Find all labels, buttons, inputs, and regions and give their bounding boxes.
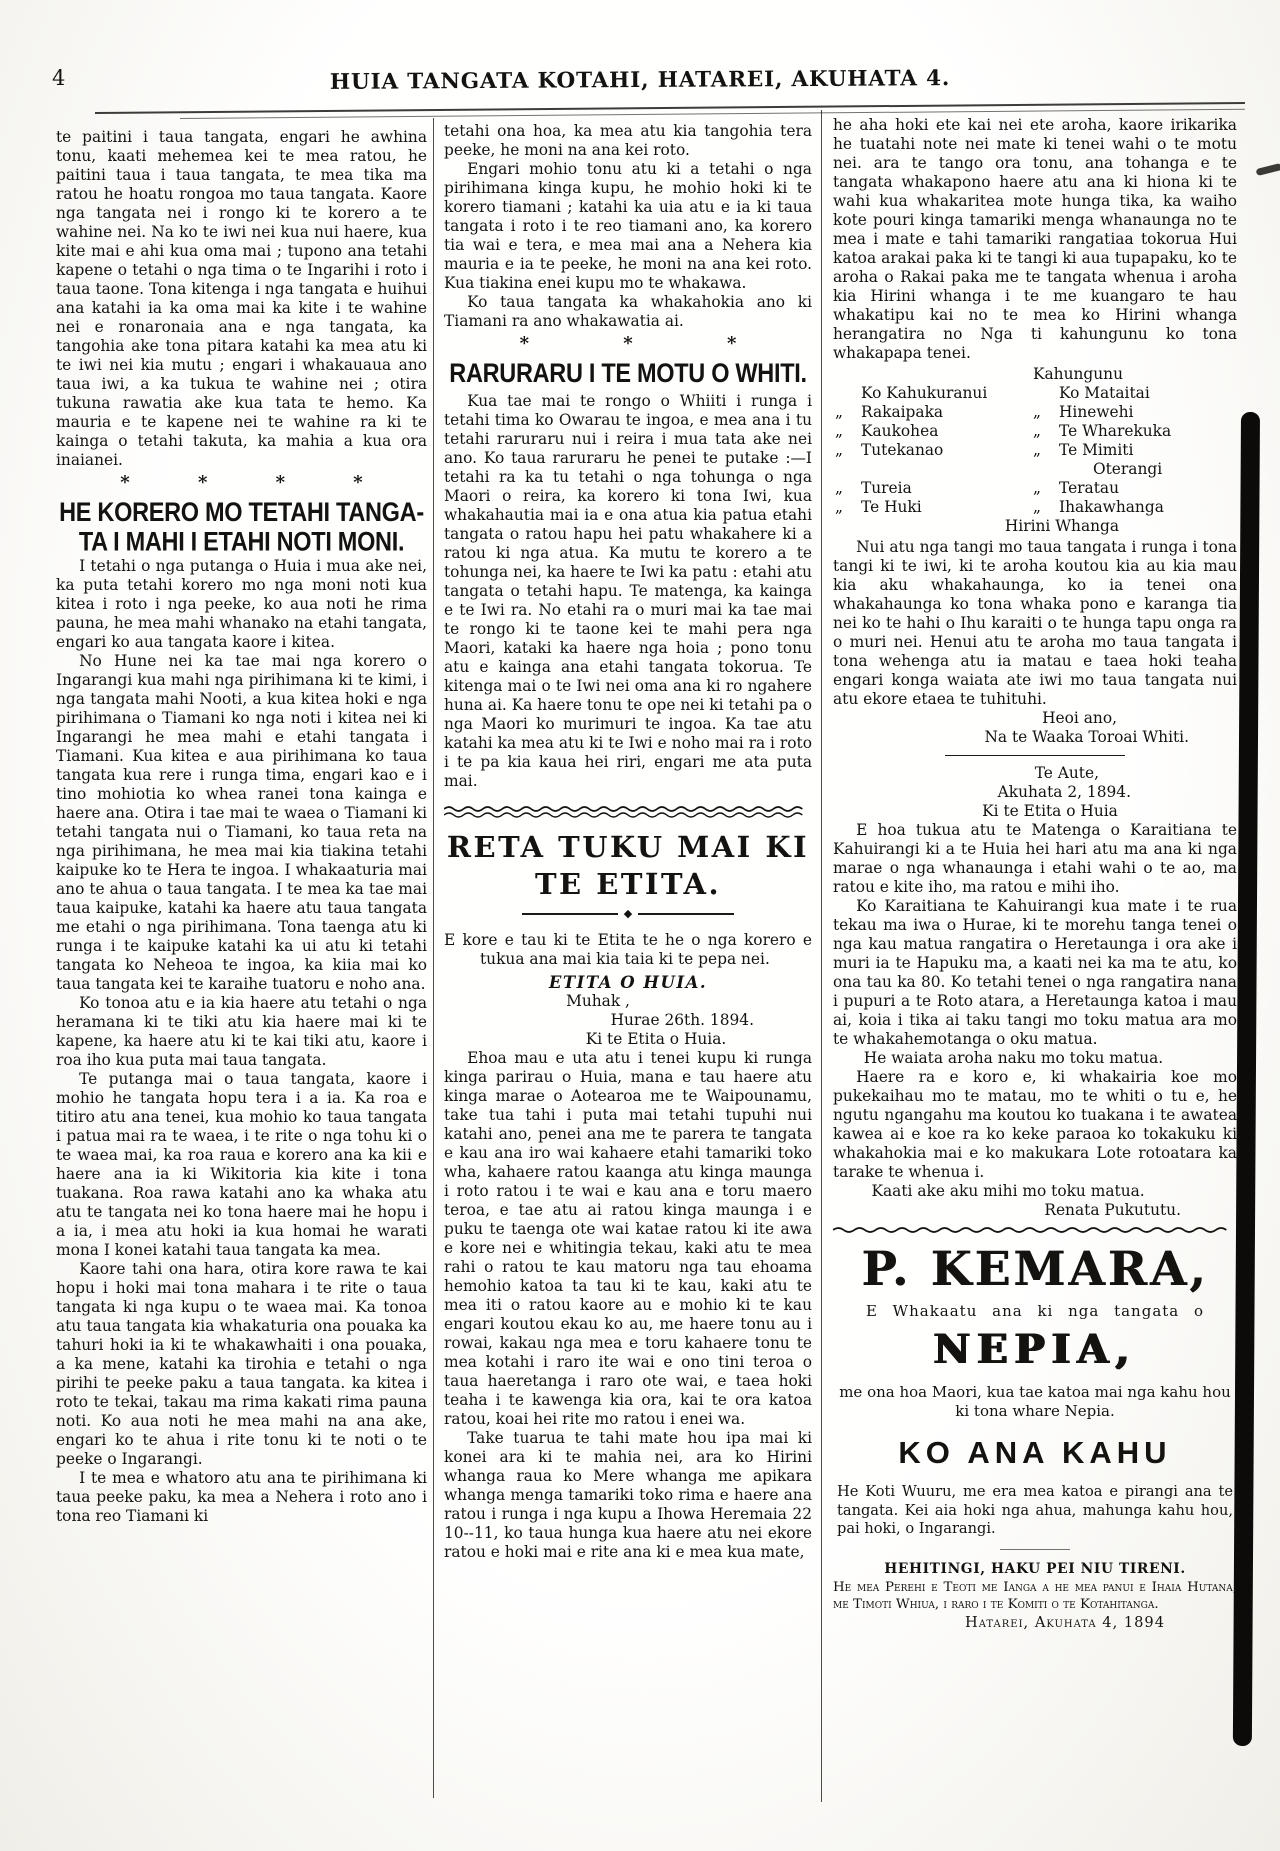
wavy-rule-double bbox=[444, 805, 812, 819]
section-star-divider: * * * bbox=[519, 333, 737, 354]
article-paragraph: I te mea e whatoro atu ana te pirihimana ki taua peeke paku, ka mea a Nehera i roto ano i tona reo Tiamani ki bbox=[56, 1469, 427, 1525]
whakapapa-ancestor: Kahungunu bbox=[1033, 365, 1123, 383]
article-paragraph: Te putanga mai o taua tangata, kaore i mohio he tangata hopu tera i a ia. Ka roa e titiro atu ana tenei, kua mohio ko taua tangata i patua mai ra te waea, i te rite o nga tohu ki o te waea mai, ka roa raua e korero ana ka kii e haere ana ia ki Wikitoria kia kite i tona tuakana. Roa rawa katahi ano ka whaka atu atu te tangata nei ko tona haere mai he hopu i a ia, i mea atu hoki ia kua homai he warati mona I konei katahi taua tangata ka mea. bbox=[56, 1070, 427, 1259]
letter-closing: Heoi ano, bbox=[1042, 709, 1117, 727]
whakapapa-row: „ Tureia „ Teratau bbox=[835, 479, 1119, 497]
letter-date: Hurae 26th. 1894. bbox=[610, 1011, 754, 1029]
letter-closing: Kaati ake aku mihi mo toku matua. bbox=[871, 1182, 1145, 1200]
page-number: 4 bbox=[52, 66, 66, 90]
advertiser-name: P. KEMARA, bbox=[861, 1242, 1209, 1297]
letter-salutation: Ki te Etita o Huia bbox=[982, 802, 1118, 820]
letter-paragraph: Take tuarua te tahi mate hou ipa mai ki konei ara ki te mahia nei, ara ko Hirini whanga raua ko Mere whanga me apikara whanga menga tamariki toko rima e haere ana ratou i runga i nga kupu a Ihowa Heremaia 22 10--11, ko taua hunga kua haere atu nei ekore ratou e hoki mai e rite ana ki e mea kua mate, bbox=[444, 1429, 812, 1561]
article-paragraph: tetahi ona hoa, ka mea atu kia tangohia tera peeke, he moni na ana kei roto. bbox=[444, 122, 812, 159]
column-3 bbox=[833, 116, 1237, 1632]
scan-artifact-pen-mark bbox=[1256, 163, 1280, 176]
article-paragraph: Nui atu nga tangi mo taua tangata i runga i tona tangi ki te iwi, ki te aroha koutou kia au kia mau kia aku whakahaunga, ko ia tenei ona whakahaunga ko tona whaka pono e karanga tia nei ko te hahi o Ihu karaiti o te hunga tapu onga ra o muri nei. Henui atu te aroha mo taua tangata i tona wehenga atu ia matau e taea hoki teaha engari konga waiata ate iwi mo taua tangata nui atu ekore etaea te tuhituhi. bbox=[833, 538, 1237, 708]
letter-signature: Renata Pukututu. bbox=[1044, 1201, 1181, 1219]
letter-place: Muhak , bbox=[566, 992, 630, 1010]
letter-paragraph: Ehoa mau e uta atu i tenei kupu ki runga kinga parirau o Huia, mana e tau haere atu kinga marae o Aotearoa me te Waipounamu, take tua tahi i puta mai tetahi tupuhi nui katahi ano, penei ana me te parera te tangata e kau ana iro wai kahaere etahi tamariki toko wha, kahaere ratou kaanga atu kinga maunga i roto ratou i te wai e kau ana e toru maero teroa, e tae atu ai ratou kinga maunga i e puku te taenga ote wai katae ratou ki ite awa e kore nei e whitingia tekau, kaki atu te mea rahi o ratou te kau matoru nga tau ehoama hemohio katoa ta tau ki te kau, kaki atu te mea iti o ratou kaore au e mohio ki te kau engari koutou ekau ko au, me haere tonu au i rowai, kakau nga mea e toru kahaere tonu te mea kotahi i raro ite wai e ono tini teroa o taua haeretanga i raro ote wai, e taea hoki teaha i te kawenga kia ora, kai te ora katoa ratou, koai hei rite mo ratou i enei wa. bbox=[444, 1049, 812, 1428]
article-paragraph: Kaore tahi ona hara, otira kore rawa te kai hopu i hoki mai tona mahara i te rite o taua tangata ki nga kupu o te waea mai. Ka tonoa atu taua tangata kia whakaturia ona pouaka ka tahuri hoki ia ki te whakawhaiti i ona pouaka, a ka mene, katahi ka tirohia e tetahi o nga pirihi te peeke paku a taua tangata. ka kitea i roto te tekai, takau ma rima kakati rima pauna noti. Ko aua noti he mea mahi na ana ake, engari ko te ahua i rite tonu ki te noti o te peeke o Ingarangi. bbox=[56, 1260, 427, 1468]
whakapapa-row: „ Kaukohea „ Te Wharekuka bbox=[835, 422, 1172, 440]
article-paragraph: I tetahi o nga putanga o Huia i mua ake nei, ka puta tetahi korero mo nga moni noti kua kitea i roto i nga peeke, ko aua noti he rima pauna, he mea mahi whanako na etahi tangata, engari ko aua tangata kaore i kitea. bbox=[56, 557, 427, 651]
whakapapa-row: „ Te Huki „ Ihakawhanga bbox=[835, 498, 1164, 516]
letter-salutation: Ki te Etita o Huia. bbox=[585, 1030, 727, 1048]
letter-signature: Na te Waaka Toroai Whiti. bbox=[984, 728, 1189, 746]
diamond-ornament: ◆ bbox=[623, 907, 633, 920]
whakapapa-descendant: Hirini Whanga bbox=[1004, 517, 1120, 535]
editor-signature: ETITA O HUIA. bbox=[548, 973, 708, 992]
article-paragraph: Ko tonoa atu e ia kia haere atu tetahi o nga heramana ki te tiki atu kia haere mai ki te kapene, ka haere atu ki te kai tiki atu, kaore i roa iho kua puta mai taua tangata. bbox=[56, 994, 427, 1069]
imprint bbox=[833, 1560, 1237, 1632]
whakapapa-row: „ Tutekanao „ Te Mimiti bbox=[835, 441, 1134, 459]
whakapapa-row: Oterangi bbox=[1093, 460, 1163, 478]
letter-place: Te Aute, bbox=[1034, 764, 1099, 782]
article-paragraph: te paitini i taua tangata, engari he awhina tonu, kaati mehemea kei te mea ratou, he paitini taua i taua tangata, te mea tika ma ratou he hoatu rongoa mo taua tangata. Kaore nga tangata nei i rongo ki te korero a te wahine nei. Na ko te iwi nei kua nui haere, kua kite mai e ahi kua oma mai ; tupono ana tetahi kapene o tetahi o nga tima o te Ingarihi i roto i taua taone. Tona kitenga i nga tangata e huihui ana katahi ia ka oma mai ka kite i te wahine nei e ronaronaia ana e nga tangata, ka tangohia ake tona pitara katahi ka mea atu ki te iwi nei kia mutu ; engari i whakauaua ano taua iwi, a ka tukua te wahine nei ; otira tukuna rawatia ake kua tata te hemo. Ka mauria e te kapene nei te wahine ra ki te kainga o tetahi takuta, ka mahia a kua ora inaianei. bbox=[56, 128, 427, 469]
ad-intro-line: E Whakaatu ana ki nga tangata o bbox=[865, 1302, 1205, 1320]
column-2 bbox=[444, 122, 812, 1562]
article-paragraph: No Hune nei ka tae mai nga korero o Ingarangi kua mahi nga pirihimana ki te kimi, i nga tangata mahi Nooti, a kua kitea hoki e nga pirihimana o Tiamani ko nga noti i kitea nei ki Ingarangi he mea mahi e etahi tangata i Tiamani. Kua kitea e aua pirihimana ko taua tangata kua rere i runga tima, engari kao e i tino mohiotia ko whea ranei tona kainga e haere ana. Otira i tae mai te waea o Tiamani ki tetahi tangata nui o Tiamani, ko taua reta na nga pirihimana, he mea mai kia tiakina tetahi kaipuke ko te Hera te ingoa. I whakaaturia mai ano te ahua o taua tangata. I te mea ka tae mai taua kaipuke, katahi ka haere atu taua tangata me etahi o nga pirihimana. Tona taenga atu ki runga i te kaipuke katahi ka ui atu ki tetahi tangata ko Neheoa te ingoa, ka kiia mai ko taua tangata kei te karaihe tuatoru e noho ana. bbox=[56, 652, 427, 993]
article-headline-noti-moni: HE KORERO MO TETAHI TANGA-TA I MAHI I ETAHI NOTI MONI. bbox=[59, 497, 424, 557]
section-rule bbox=[945, 755, 1125, 756]
section-star-divider: * * * * bbox=[120, 472, 363, 493]
column-divider-2 bbox=[821, 110, 822, 1802]
masthead-title: HUIA TANGATA KOTAHI, HATAREI, AKUHATA 4. bbox=[329, 66, 951, 95]
imprint-location: HEHITINGI, HAKU PEI NIU TIRENI. bbox=[884, 1560, 1186, 1577]
header-rule bbox=[95, 102, 1245, 114]
advertisement-kemara bbox=[833, 1244, 1237, 1539]
letter-date: Akuhata 2, 1894. bbox=[997, 783, 1131, 801]
letter-paragraph: E hoa tukua atu te Matenga o Karaitiana te Kahuirangi ki a te Huia hei hari atu ma ana ki nga marae o nga whanaunga i etahi wahi o te ao, ma ratou e kite iho, ma ratou e mihi iho. bbox=[833, 821, 1237, 896]
waiata-text: Haere ra e koro e, ki whakairia koe mo pukekaihau mo te matau, mo te whiti o tu e, he ngutu ngangahu ma koutou ko tuakana i te awatea kawea ai e koe ra ko keke paraoa ko tokakuku ki whakahokia mai e ko makukara Lote rotoatara ka tarake te whenua i. bbox=[833, 1068, 1237, 1181]
article-paragraph: Ko taua tangata ka whakahokia ano ki Tiamani ra ano whakawatia ai. bbox=[444, 293, 812, 330]
wavy-rule-single bbox=[833, 1226, 1237, 1234]
letter-paragraph: Ko Karaitiana te Kahuirangi kua mate i te rua tekau ma iwa o Hurae, ki te morehu tanga tenei o nga kau matua rangatira o Heretaunga i ora ake i muri ia te Hapuku ma, a kaati nei ka ma te atu, ko ona tau ka 80. Ko tetahi tenei o nga rangatira nana i pupuri a te Roto atara, a Heretaunga katoa i mau ai, koia i tika ai taku tangi mo toku matua ara mo te whakahemotanga o oku matua. bbox=[833, 897, 1237, 1048]
letters-section-heading: RETA TUKU MAI KI TE ETITA. bbox=[446, 830, 810, 901]
ad-body-line: me ona hoa Maori, kua tae katoa mai nga kahu hou ki tona whare Nepia. bbox=[839, 1383, 1231, 1420]
whakapapa-genealogy bbox=[833, 365, 1237, 536]
ad-town-name: NEPIA, bbox=[933, 1326, 1137, 1373]
article-paragraph: Kua tae mai te rongo o Whiiti i runga i tetahi tima ko Owarau te ingoa, e mea ana i tu tetahi raruraru nui i reira i mua tata ake nei ano. Ko taua raruraru he penei te putake :—I tetahi ra ka tu tetahi o nga tohunga o nga Maori o reira, ka korero ki tona Iwi, kua whakahautia mai ia e ona atua kia patua etahi tangata o ratou hapu hei patu whakahere ki a ratou ki nga atua. Ka mutu te korero a te tohunga nei, ka haere te Iwi ka patu : etahi atu tangata o tetahi hapu. Te matenga, ka kainga e te Iwi ra. No etahi ra o muri mai ka tae mai te rongo ki te taone kei te mahi pera nga Maori, kataki ka haere nga hoia ; pono tonu atu e kainga ana etahi tangata tokorua. Te kitenga mai o te Iwi nei oma ana ki ro ngahere huna ai. Ka haere tonu te ope nei ki tetahi pa o nga Maori ko murimuri te ingoa. Ka tae atu katahi ka mea atu ki te Iwi e noho mai ra i roto i te pa kia kaua hei riri, engari me ata puta mai. bbox=[444, 392, 812, 790]
editor-notice: E kore e tau ki te Etita te he o nga korero e tukua ana mai kia taia ki te pepa nei. bbox=[444, 931, 812, 968]
article-headline-whiti: RARURARU I TE MOTU O WHITI. bbox=[449, 358, 807, 388]
waiata-intro: He waiata aroha naku mo toku matua. bbox=[863, 1049, 1164, 1067]
ornament-rule bbox=[444, 909, 812, 919]
imprint-date: Hatarei, Akuhata 4, 1894 bbox=[965, 1613, 1165, 1631]
whakapapa-row: „ Rakaipaka „ Hinewehi bbox=[835, 403, 1134, 421]
article-paragraph: he aha hoki ete kai nei ete aroha, kaore irikarika he tuatahi note nei mate ki tenei wahi o te motu nei. ara te tango ora tonu, ana tohanga e te tangata whakapono haere atu ana ki hiona ki te wahi kua whakaritea mote hunga tika, ka waiho kote pouri kinga tamariki menga whanaunga no te mea i mate e tahi tamariki rangatiaa tokorua Hui katoa arakai paka ki te tangi ki aua tupapaku, ko te aroha o Rakai paka me te tangata whenua i aroha kia Hirini whanga i te me kuangaro te hau whakatipu kai no te mea ko Hirini whanga herangatira no Nga ti kahungunu ko tona whakapapa tenei. bbox=[833, 116, 1237, 362]
ad-subheading: KO ANA KAHU bbox=[898, 1435, 1172, 1470]
article-paragraph: Engari mohio tonu atu ki a tetahi o nga pirihimana kinga kupu, he mohio hoki ki te korero tiamani ; katahi ka uia atu e ia ki taua tangata i roto i te reo tiamani ano, ka korero tia wai e tera, e mea mai ana a Nehera kia mauria e ia te peeke, he moni na ana kei roto. Kua tiakina enei kupu mo te whakawa. bbox=[444, 160, 812, 292]
column-1 bbox=[56, 128, 427, 1526]
whakapapa-row: Ko Kahukuranui Ko Mataitai bbox=[861, 384, 1150, 402]
imprint-printer: He mea Perehi e Teoti me Ianga a he mea panui e Ihaia Hutana, me Timoti Whiua, i raro i te Komiti o te Kotahitanga. bbox=[833, 1579, 1237, 1612]
imprint-rule bbox=[1000, 1549, 1070, 1550]
ad-body-line: He Koti Wuuru, me era mea katoa e pirangi ana te tangata. Kei aia hoki nga ahua, mahunga kahu hou, pai hoki, o Ingarangi. bbox=[837, 1483, 1233, 1537]
column-divider-1 bbox=[433, 118, 434, 1798]
